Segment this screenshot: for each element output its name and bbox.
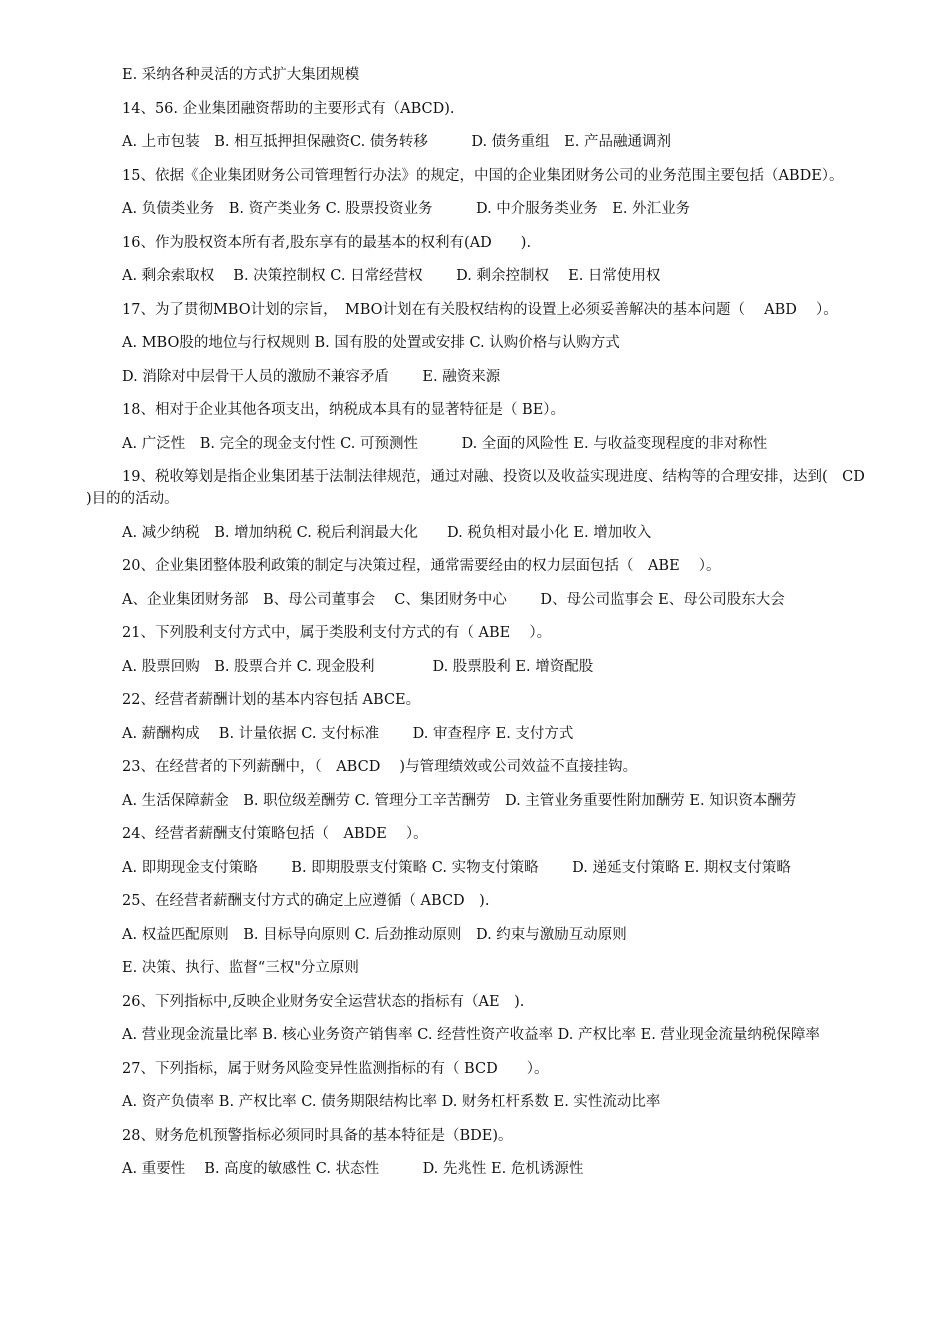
question-23: 23、在经营者的下列薪酬中，（ ABCD )与管理绩效或公司效益不直接挂钩。	[122, 759, 638, 775]
question-22: 22、经营者薪酬计划的基本内容包括 ABCE。	[122, 692, 421, 708]
options-20: A、企业集团财务部 B、母公司董事会 C、集团财务中心 D、母公司监事会 E、母公司股东大会	[122, 591, 785, 608]
question-18: 18、相对于企业其他各项支出，纳税成本具有的显著特征是（ BE）。	[122, 402, 566, 418]
options-24: A. 即期现金支付策略 B. 即期股票支付策略 C. 实物支付策略 D. 递延支付策略 E. 期权支付策略	[122, 859, 791, 876]
question-20: 20、企业集团整体股利政策的制定与决策过程，通常需要经由的权力层面包括（ ABE ）。	[122, 558, 721, 574]
options-21: A. 股票回购 B. 股票合并 C. 现金股利 D. 股票股利 E. 增资配股	[122, 658, 594, 675]
question-19: 19、税收筹划是指企业集团基于法制法律规范，通过对融、投资以及收益实现进度、结构等的合理安排，达到( CD )目的的活动。	[86, 469, 880, 507]
question-24: 24、经营者薪酬支付策略包括（ ABDE ）。	[122, 826, 428, 842]
options-17-line-1: A. MBO股的地位与行权规则 B. 国有股的处置或安排 C. 认购价格与认购方式	[122, 335, 620, 351]
question-15: 15、依据《企业集团财务公司管理暂行办法》的规定，中国的企业集团财务公司的业务范围主要包括（ABDE）。	[122, 167, 844, 184]
options-15: A. 负债类业务 B. 资产类业务 C. 股票投资业务 D. 中介服务类业务 E. 外汇业务	[122, 201, 691, 217]
options-27: A. 资产负债率 B. 产权比率 C. 债务期限结构比率 D. 财务杠杆系数 E. 实性流动比率	[122, 1094, 661, 1110]
question-28: 28、财务危机预警指标必须同时具备的基本特征是（BDE)。	[122, 1127, 513, 1144]
options-22: A. 薪酬构成 B. 计量依据 C. 支付标准 D. 审查程序 E. 支付方式	[122, 725, 574, 742]
options-23: A. 生活保障薪金 B. 职位级差酬劳 C. 管理分工辛苦酬劳 D. 主管业务重要性附加酬劳 E. 知识资本酬劳	[122, 792, 797, 809]
options-26: A. 营业现金流量比率 B. 核心业务资产销售率 C. 经营性资产收益率 D. 产权比率 E. 营业现金流量纳税保障率	[122, 1027, 820, 1043]
options-25-line-1: A. 权益匹配原则 B. 目标导向原则 C. 后劲推动原则 D. 约束与激励互动原则	[122, 926, 627, 943]
options-17-line-2: D. 消除对中层骨干人员的激励不兼容矛盾 E. 融资来源	[122, 368, 501, 385]
options-28: A. 重要性 B. 高度的敏感性 C. 状态性 D. 先兆性 E. 危机诱源性	[122, 1161, 584, 1177]
question-25: 25、在经营者薪酬支付方式的确定上应遵循（ ABCD ).	[122, 893, 490, 909]
options-18: A. 广泛性 B. 完全的现金支付性 C. 可预测性 D. 全面的风险性 E. 与收益变现程度的非对称性	[122, 435, 768, 452]
question-14: 14、56. 企业集团融资帮助的主要形式有（ABCD).	[122, 100, 455, 117]
options-16: A. 剩余索取权 B. 决策控制权 C. 日常经营权 D. 剩余控制权 E. 日常使用权	[122, 268, 661, 284]
question-26: 26、下列指标中,反映企业财务安全运营状态的指标有（AE ).	[122, 993, 525, 1010]
options-25-line-2: E. 决策、执行、监督“三权"分立原则	[122, 960, 359, 976]
question-27: 27、下列指标，属于财务风险变异性监测指标的有（ BCD ）。	[122, 1060, 549, 1077]
question-16: 16、作为股权资本所有者,股东享有的最基本的权利有(AD ).	[122, 234, 532, 251]
document-body	[86, 64, 880, 1192]
question-17: 17、为了贯彻MBO计划的宗旨， MBO计划在有关股权结构的设置上必须妥善解决的基本问题（ ABD ）。	[122, 301, 838, 318]
options-14: A. 上市包装 B. 相互抵押担保融资C. 债务转移 D. 债务重组 E. 产品融通调剂	[122, 134, 671, 150]
question-21: 21、下列股利支付方式中，属于类股利支付方式的有（ ABE ）。	[122, 625, 552, 641]
option-line-13e: E. 采纳各种灵活的方式扩大集团规模	[122, 67, 360, 83]
options-19: A. 减少纳税 B. 增加纳税 C. 税后利润最大化 D. 税负相对最小化 E. 增加收入	[122, 524, 652, 541]
